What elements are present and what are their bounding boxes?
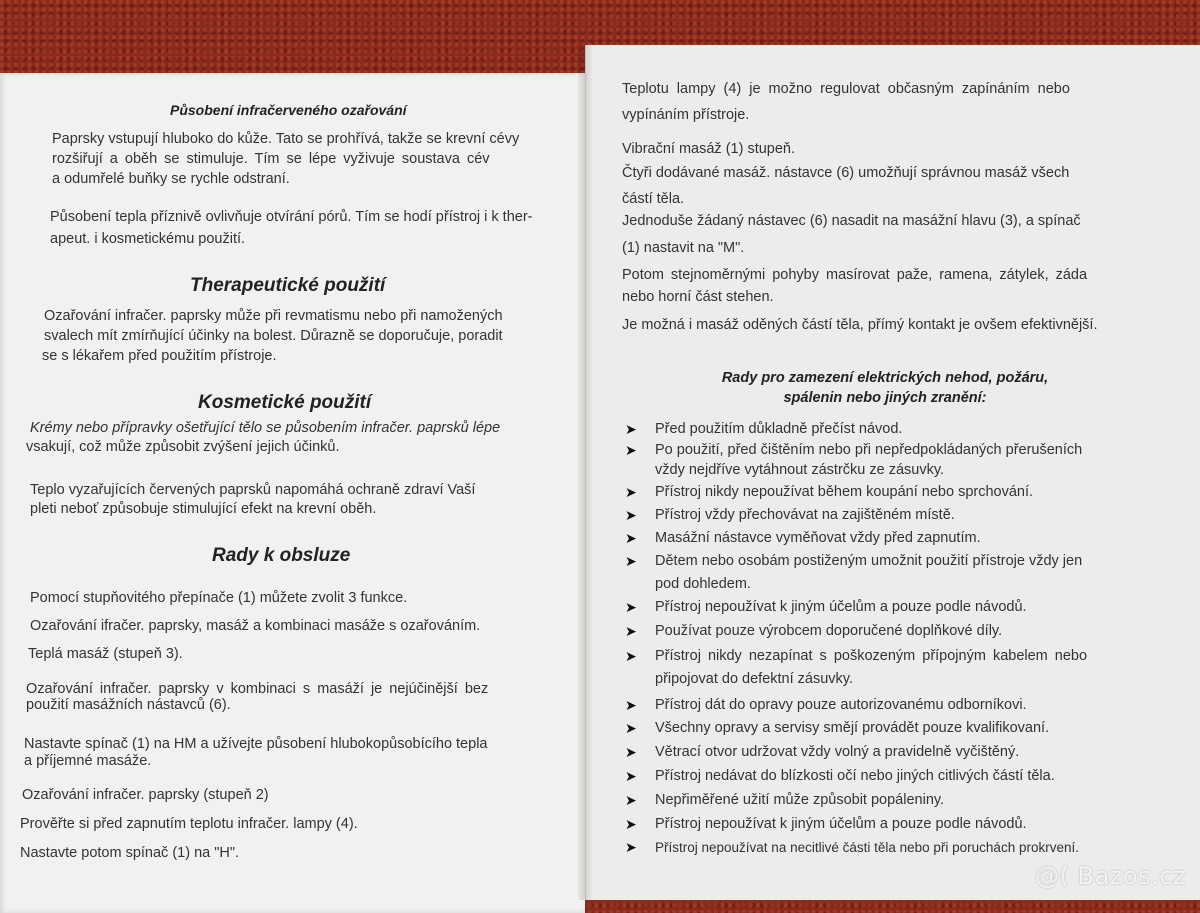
paragraph-line: Potom stejnoměrnými pohyby masírovat paže, ramena, zátylek, záda [622,267,1088,283]
bullet-text: připojovat do defektní zásuvky. [655,671,854,687]
operation-line: Ozařování infračer. paprsky v kombinaci s masáží je nejúčinější bez [26,681,489,697]
operation-line: Ozařování infračer. paprsky (stupeň 2) [22,787,269,803]
paragraph-line: svalech mít zmírňující účinky na bolest. Důrazně se doporučuje, poradit [44,328,503,344]
arrow-icon: ➤ [625,744,637,760]
page-fold [578,45,592,900]
bullet-text: Před použitím důkladně přečíst návod. [655,421,903,437]
paragraph-line: vypínáním přístroje. [622,107,750,123]
paragraph-line: Ozařování infračer. paprsky může při revmatismu nebo při namožených [44,308,503,324]
arrow-icon: ➤ [625,720,637,736]
safety-heading [650,368,1120,408]
bullet-text: Přístroj nikdy nezapínat s poškozeným přípojným kabelem nebo [655,648,1088,664]
arrow-icon: ➤ [625,553,637,569]
paragraph-line: Vibrační masáž (1) stupeň. [622,141,796,157]
arrow-icon: ➤ [625,768,637,784]
arrow-icon: ➤ [625,648,637,664]
heading-cosmetic-use: Kosmetické použití [198,392,372,413]
paragraph-line: a odumřelé buňky se rychle odstraní. [52,171,290,187]
bullet-text: Přístroj dát do opravy pouze autorizovanému odborníkovi. [655,697,1027,713]
paragraph-line: Čtyři dodávané masáž. nástavce (6) umožňují správnou masáž všech [622,165,1070,181]
paragraph-line: rozšiřují a oběh se stimuluje. Tím se lépe vyživuje soustava cév [52,151,490,167]
operation-line: Nastavte potom spínač (1) na "H". [20,845,240,861]
bullet-text: pod dohledem. [655,576,751,592]
bullet-text: Po použití, před čištěním nebo při nepředpokládaných přerušeních [655,442,1083,458]
bullet-text: Používat pouze výrobcem doporučené doplňkové díly. [655,623,1003,639]
arrow-icon: ➤ [625,839,637,855]
bullet-text: Přístroj nedávat do blízkosti očí nebo jiných citlivých částí těla. [655,768,1055,784]
paragraph-line: Paprsky vstupují hluboko do kůže. Tato se prohřívá, takže se krevní cévy [52,131,520,147]
bullet-text: Přístroj vždy přechovávat na zajištěném místě. [655,507,955,523]
heading-operation-tips: Rady k obsluze [212,545,351,566]
bullet-text: Přístroj nikdy nepoužívat během koupání nebo sprchování. [655,484,1034,500]
arrow-icon: ➤ [625,792,637,808]
paragraph-line: Teplo vyzařujících červených paprsků napomáhá ochraně zdraví Vaší [30,482,476,498]
paragraph-line: Jednoduše žádaný nástavec (6) nasadit na masážní hlavu (3), a spínač [622,213,1081,229]
bullet-text: Masážní nástavce vyměňovat vždy před zapnutím. [655,530,981,546]
arrow-icon: ➤ [625,507,637,523]
bullet-text: Přístroj nepoužívat k jiným účelům a pouze podle návodů. [655,816,1027,832]
paragraph-line: apeut. i kosmetickému použití. [50,231,246,247]
paragraph-line: vsakují, což může způsobit zvýšení jejich účinků. [26,439,340,455]
bazos-watermark: @( Bazos.cz [1035,862,1186,890]
paragraph-line: pleti neboť způsobuje stimulující efekt na krevní oběh. [30,501,377,517]
arrow-icon: ➤ [625,484,637,500]
safety-heading-line: Rady pro zamezení elektrických nehod, požáru, [721,370,1049,386]
arrow-icon: ➤ [625,530,637,546]
operation-line: Nastavte spínač (1) na HM a užívejte působení hlubokopůsobícího tepla [24,736,488,752]
paragraph-line: Teplotu lampy (4) je možno regulovat občasným zapínáním nebo [622,81,1070,97]
arrow-icon: ➤ [625,697,637,713]
arrow-icon: ➤ [625,442,637,458]
operation-line: Ozařování ifračer. paprsky, masáž a kombinaci masáže s ozařováním. [30,618,481,634]
arrow-icon: ➤ [625,599,637,615]
bullet-text: Nepřiměřené užití může způsobit popáleniny. [655,792,945,808]
paragraph-line: Je možná i masáž oděných částí těla, přímý kontakt je ovšem efektivnější. [622,317,1098,333]
arrow-icon: ➤ [625,421,637,437]
paragraph-line: se s lékařem před použitím přístroje. [42,348,277,364]
arrow-icon: ➤ [625,623,637,639]
bullet-text: Všechny opravy a servisy smějí provádět pouze kvalifikovaní. [655,720,1050,736]
operation-line: Pomocí stupňovitého přepínače (1) můžete zvolit 3 funkce. [30,590,408,606]
bullet-text: Přístroj nepoužívat na necitlivé části těla nebo při poruchách prokrvení. [655,840,1079,855]
operation-line: Prověřte si před zapnutím teplotu infračer. lampy (4). [20,816,358,832]
bullet-text: Větrací otvor udržovat vždy volný a pravidelně vyčištěný. [655,744,1020,760]
paragraph-line: Krémy nebo přípravky ošetřující tělo se působením infračer. paprsků lépe [30,420,501,436]
operation-line: a příjemné masáže. [24,753,152,769]
paragraph-line: Působení tepla příznivě ovlivňuje otvírání pórů. Tím se hodí přístroj i k ther- [50,209,533,225]
bullet-text: Přístroj nepoužívat k jiným účelům a pouze podle návodů. [655,599,1027,615]
heading-therapeutic-use: Therapeutické použití [190,275,386,296]
paragraph-line: částí těla. [622,191,685,207]
operation-line: použití masážních nástavců (6). [26,697,231,713]
heading-infrared-effect: Působení infračerveného ozařování [170,102,407,118]
bullet-text: vždy nejdříve vytáhnout zástrčku ze zásuvky. [655,462,945,478]
arrow-icon: ➤ [625,816,637,832]
paragraph-line: (1) nastavit na "M". [622,240,745,256]
paragraph-line: nebo horní část stehen. [622,289,774,305]
safety-heading-line: spálenin nebo jiných zranění: [783,390,987,406]
bullet-text: Dětem nebo osobám postiženým umožnit použití přístroje vždy jen [655,553,1083,569]
operation-line: Teplá masáž (stupeň 3). [28,646,183,662]
